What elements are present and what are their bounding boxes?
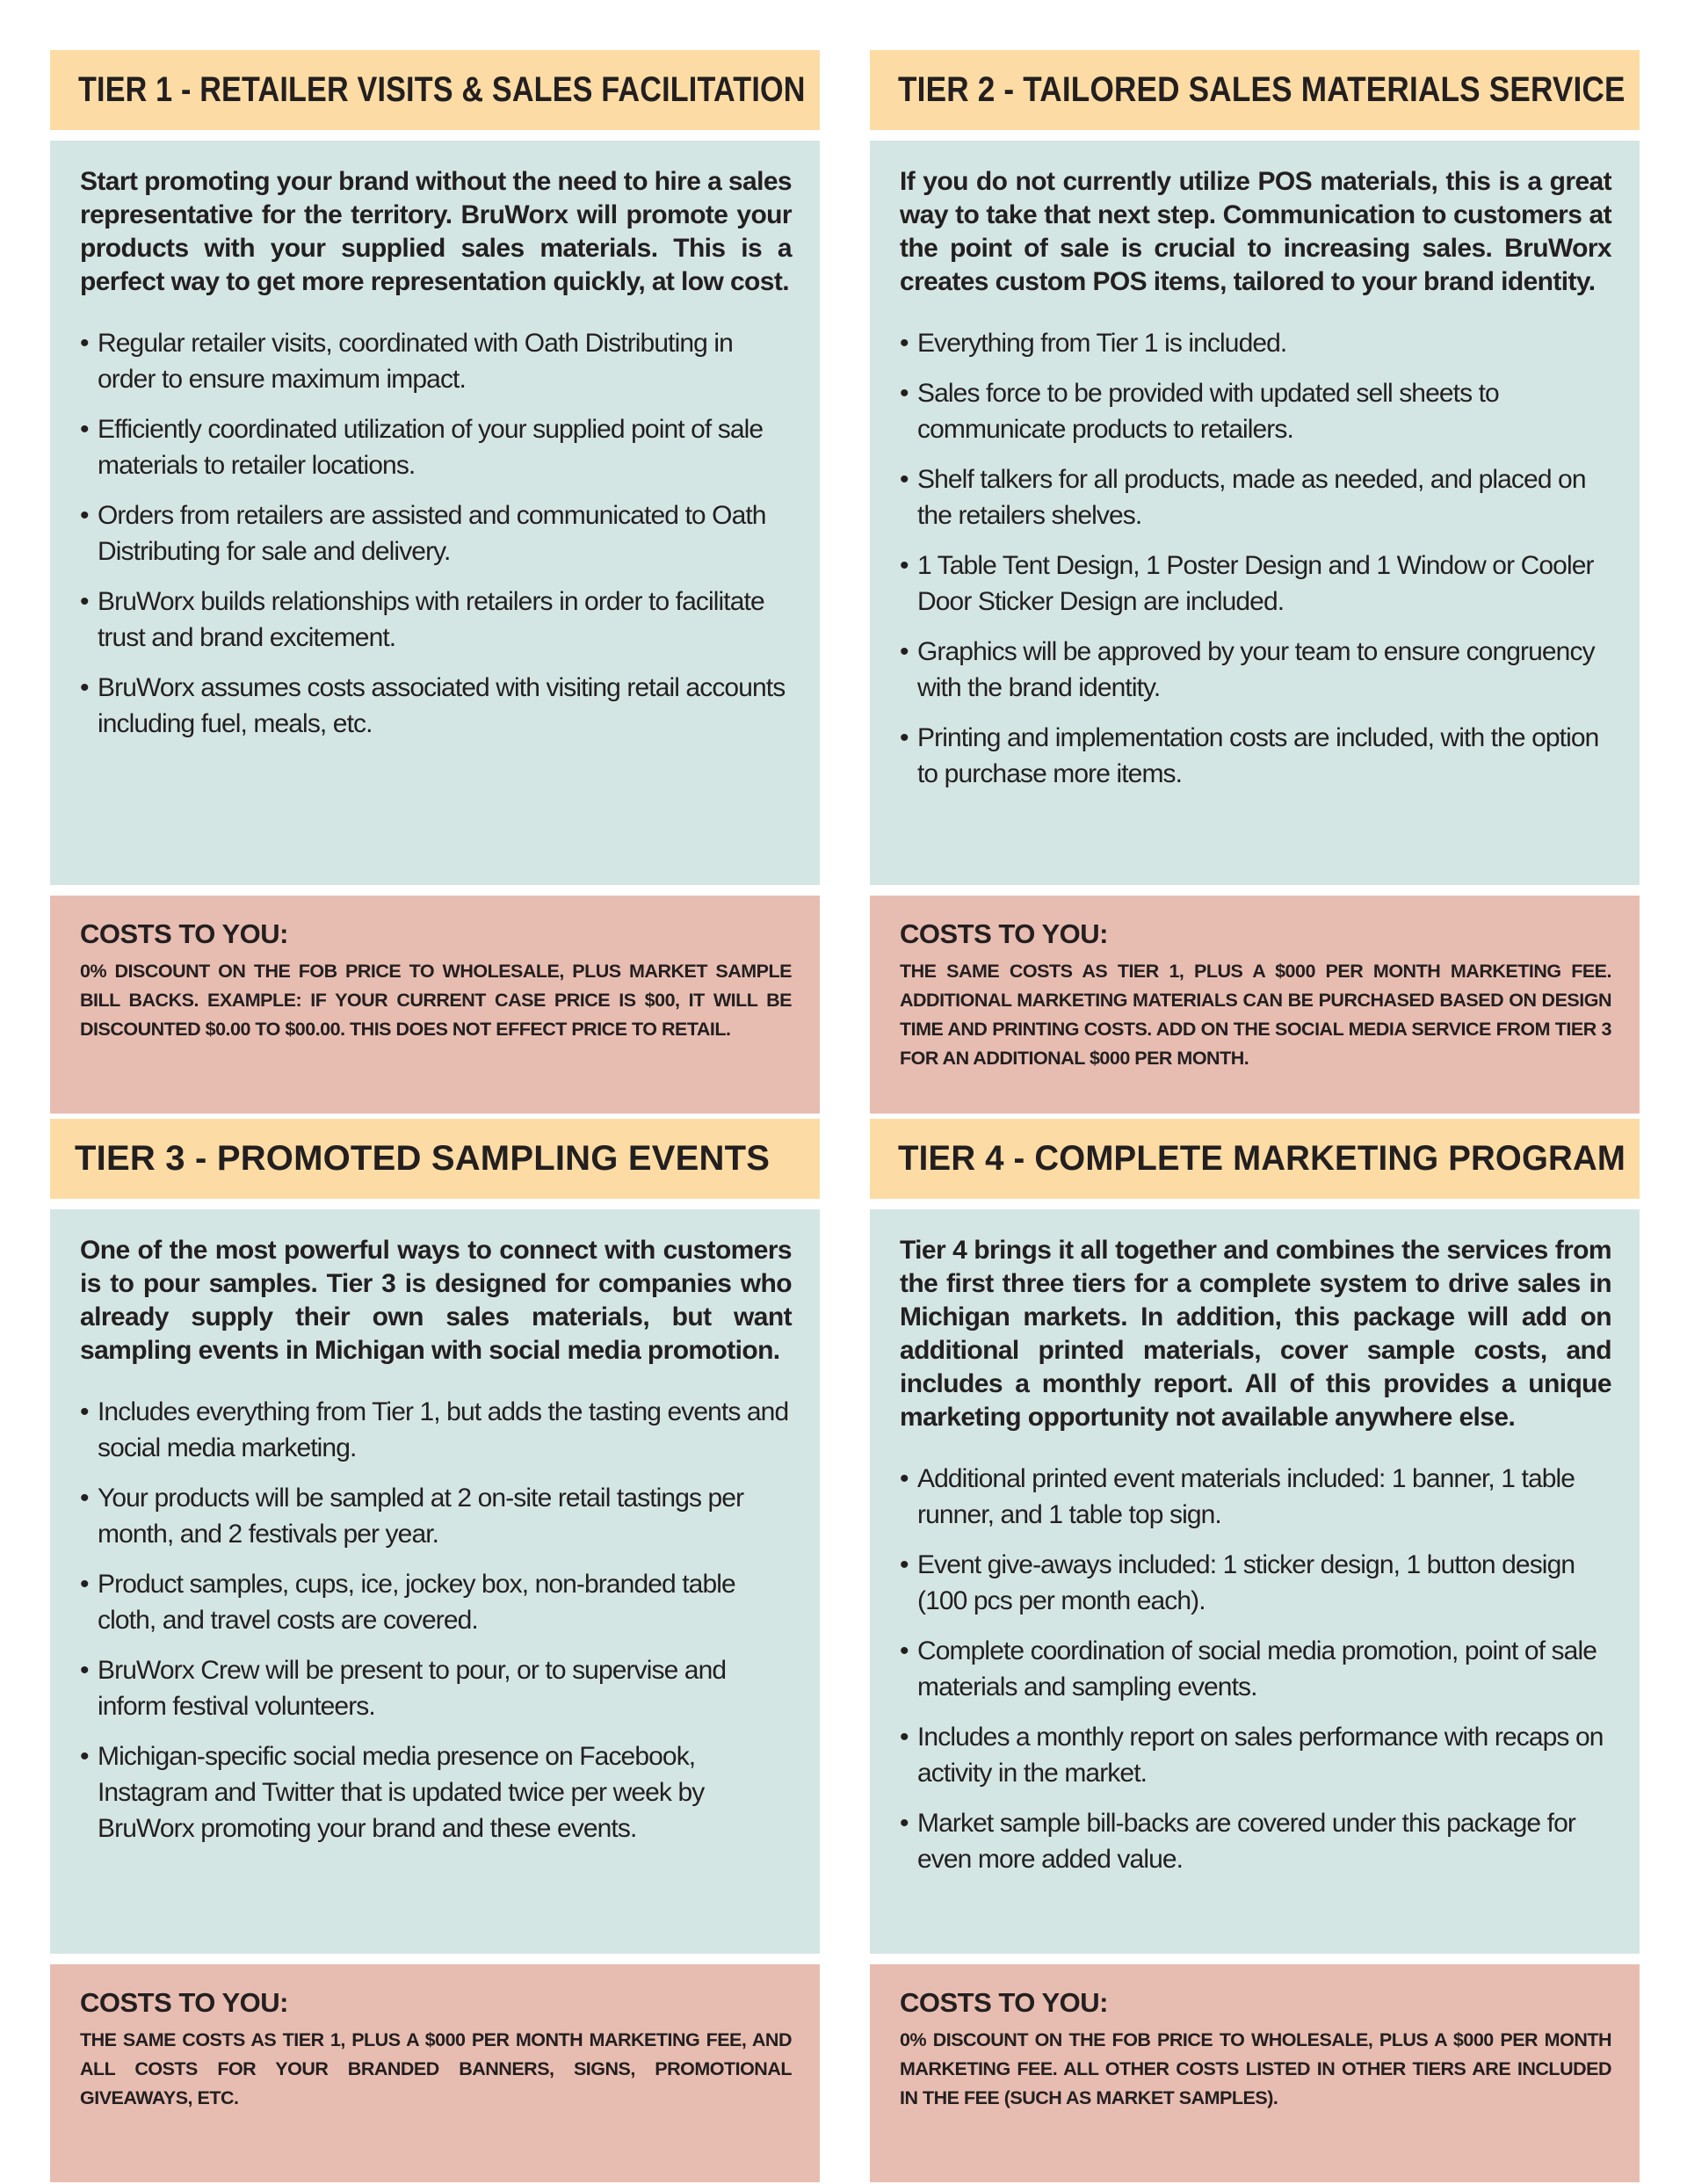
tier-4-costs-heading: COSTS TO YOU: xyxy=(900,1987,1108,2018)
list-item: • Additional printed event materials included: 1 banner, 1 table runner, and 1 table top sign. xyxy=(900,1464,1575,1529)
list-item: • Sales force to be provided with updated sell sheets to communicate products to retailers. xyxy=(900,379,1499,444)
list-item: • Complete coordination of social media promotion, point of sale materials and sampling events. xyxy=(900,1636,1596,1701)
tier-4-card xyxy=(870,1119,1640,2138)
tier-1-intro: Start promoting your brand without the need to hire a sales representative for the territory. BruWorx will promote your products with your supplied sales materials. This is a perfect way to get more representation quickly, at low cost. xyxy=(80,167,792,296)
tier-2-title: TIER 2 - TAILORED SALES MATERIALS SERVICE xyxy=(870,50,1640,130)
list-item: • Orders from retailers are assisted and communicated to Oath Distributing for sale and delivery. xyxy=(80,501,766,566)
tier-1-costs-text: 0% DISCOUNT ON THE FOB PRICE TO WHOLESALE, PLUS MARKET SAMPLE BILL BACKS. EXAMPLE: IF YOUR CURRENT CASE PRICE IS $00, IT WILL BE DISCOUNTED $0.00 TO $00.00. THIS DOES NOT EFFECT PRICE TO RETAIL. xyxy=(80,961,792,1040)
tier-4-description xyxy=(870,1209,1640,1954)
list-item: • 1 Table Tent Design, 1 Poster Design and 1 Window or Cooler Door Sticker Design are included. xyxy=(900,551,1594,616)
tier-3-title: TIER 3 - PROMOTED SAMPLING EVENTS xyxy=(50,1119,820,1199)
list-item: • Regular retailer visits, coordinated with Oath Distributing in order to ensure maximum impact. xyxy=(80,329,733,394)
list-item: • BruWorx assumes costs associated with visiting retail accounts including fuel, meals, etc. xyxy=(80,673,786,738)
tier-4-feature-list xyxy=(900,1461,1611,1877)
tier-2-costs-heading: COSTS TO YOU: xyxy=(900,918,1108,949)
tier-1-card xyxy=(50,50,820,1070)
list-item: • Includes a monthly report on sales performance with recaps on activity in the market. xyxy=(900,1723,1604,1788)
tier-2-costs xyxy=(870,896,1640,1114)
tier-3-feature-list xyxy=(80,1394,792,1847)
tier-4-costs-text: 0% DISCOUNT ON THE FOB PRICE TO WHOLESALE, PLUS A $000 PER MONTH MARKETING FEE. ALL OTHER COSTS LISTED IN OTHER TIERS ARE INCLUDED IN THE FEE (SUCH AS MARKET SAMPLES). xyxy=(900,2029,1611,2108)
tier-4-costs xyxy=(870,1964,1640,2182)
tier-2-card xyxy=(870,50,1640,1070)
tier-1-costs xyxy=(50,896,820,1114)
tier-2-intro: If you do not currently utilize POS materials, this is a great way to take that next step. Communication to customers at the point of sale is crucial to increasing sales. BruWorx creates custom POS items, tailored to your brand identity. xyxy=(900,167,1611,296)
tier-3-costs xyxy=(50,1964,820,2182)
tier-1-description xyxy=(50,141,820,885)
tier-3-card xyxy=(50,1119,820,2138)
list-item: • Michigan-specific social media presence on Facebook, Instagram and Twitter that is updated twice per week by BruWorx promoting your brand and these events. xyxy=(80,1742,705,1843)
list-item: • BruWorx Crew will be present to pour, or to supervise and inform festival volunteers. xyxy=(80,1656,727,1721)
tier-2-costs-text: THE SAME COSTS AS TIER 1, PLUS A $000 PER MONTH MARKETING FEE. ADDITIONAL MARKETING MATERIALS CAN BE PURCHASED BASED ON DESIGN TIME AND PRINTING COSTS. ADD ON THE SOCIAL MEDIA SERVICE FROM TIER 3 FOR AN ADDITIONAL $000 PER MONTH. xyxy=(900,961,1611,1069)
tier-4-intro: Tier 4 brings it all together and combines the services from the first three tiers for a complete system to drive sales in Michigan markets. In addition, this package will add on additional printed materials, cover sample costs, and includes a monthly report. All of this provides a unique marketing opportunity not available anywhere else. xyxy=(900,1236,1611,1432)
list-item: • Product samples, cups, ice, jockey box, non-branded table cloth, and travel costs are covered. xyxy=(80,1570,735,1635)
list-item: • Shelf talkers for all products, made as needed, and placed on the retailers shelves. xyxy=(900,465,1586,530)
tier-3-costs-heading: COSTS TO YOU: xyxy=(80,1987,288,2018)
list-item: • Market sample bill-backs are covered under this package for even more added value. xyxy=(900,1809,1575,1874)
tier-4-title: TIER 4 - COMPLETE MARKETING PROGRAM xyxy=(870,1119,1640,1199)
list-item: • Everything from Tier 1 is included. xyxy=(900,329,1287,358)
list-item: • Event give-aways included: 1 sticker design, 1 button design (100 pcs per month each). xyxy=(900,1550,1575,1615)
tier-3-intro: One of the most powerful ways to connect with customers is to pour samples. Tier 3 is designed for companies who already supply their own sales materials, but want sampling events in Michigan with social media promotion. xyxy=(80,1236,792,1365)
tier-3-costs-text: THE SAME COSTS AS TIER 1, PLUS A $000 PER MONTH MARKETING FEE, AND ALL COSTS FOR YOUR BRANDED BANNERS, SIGNS, PROMOTIONAL GIVEAWAYS, ETC. xyxy=(80,2029,792,2108)
tier-1-feature-list xyxy=(80,325,792,742)
tier-3-description xyxy=(50,1209,820,1954)
list-item: • Graphics will be approved by your team to ensure congruency with the brand identity. xyxy=(900,637,1595,702)
list-item: • Includes everything from Tier 1, but adds the tasting events and social media marketing. xyxy=(80,1397,789,1462)
tier-2-description xyxy=(870,141,1640,885)
tier-2-feature-list xyxy=(900,325,1611,792)
list-item: • Your products will be sampled at 2 on-site retail tastings per month, and 2 festivals per year. xyxy=(80,1484,744,1549)
list-item: • Efficiently coordinated utilization of your supplied point of sale materials to retailer locations. xyxy=(80,415,764,480)
tier-1-title: TIER 1 - RETAILER VISITS & SALES FACILITATION xyxy=(50,50,820,130)
tier-1-costs-heading: COSTS TO YOU: xyxy=(80,918,288,949)
list-item: • Printing and implementation costs are included, with the option to purchase more items. xyxy=(900,723,1599,788)
list-item: • BruWorx builds relationships with retailers in order to facilitate trust and brand excitement. xyxy=(80,587,764,652)
